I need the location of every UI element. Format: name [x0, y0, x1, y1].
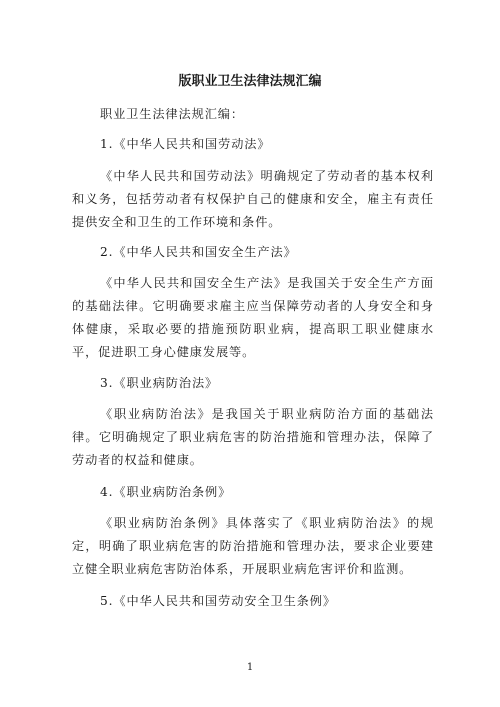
section-4-heading: 4.《职业病防治条例》	[100, 485, 232, 499]
section-1-body: 《中华人民共和国劳动法》明确规定了劳动者的基本权利和义务，包括劳动者有权保护自己的健康和安全，雇主有责任提供安全和卫生的工作环境和条件。	[72, 169, 434, 229]
section-3-heading: 3.《职业病防治法》	[100, 376, 219, 390]
section-5-heading: 5.《中华人民共和国劳动安全卫生条例》	[100, 594, 336, 608]
intro-text: 职业卫生法律法规汇编：	[100, 107, 244, 121]
document-title: 版职业卫生法律法规汇编	[178, 74, 322, 89]
section-3-body: 《职业病防治法》是我国关于职业病防治方面的基础法律。它明确规定了职业病危害的防治措施和管理办法，保障了劳动者的权益和健康。	[72, 407, 434, 467]
section-2-body: 《中华人民共和国安全生产法》是我国关于安全生产方面的基础法律。它明确要求雇主应当保障劳动者的人身安全和身体健康，采取必要的措施预防职业病，提高职工职业健康水平，促进职工身心健康发展等。	[72, 276, 434, 359]
section-2-heading: 2.《中华人民共和国安全生产法》	[100, 245, 297, 259]
section-1-heading: 1.《中华人民共和国劳动法》	[100, 137, 271, 151]
section-4-body: 《职业病防治条例》具体落实了《职业病防治法》的规定，明确了职业病危害的防治措施和管理办法，要求企业要建立健全职业病危害防治体系，开展职业病危害评价和监测。	[72, 516, 434, 576]
page-number: 1	[246, 662, 254, 673]
